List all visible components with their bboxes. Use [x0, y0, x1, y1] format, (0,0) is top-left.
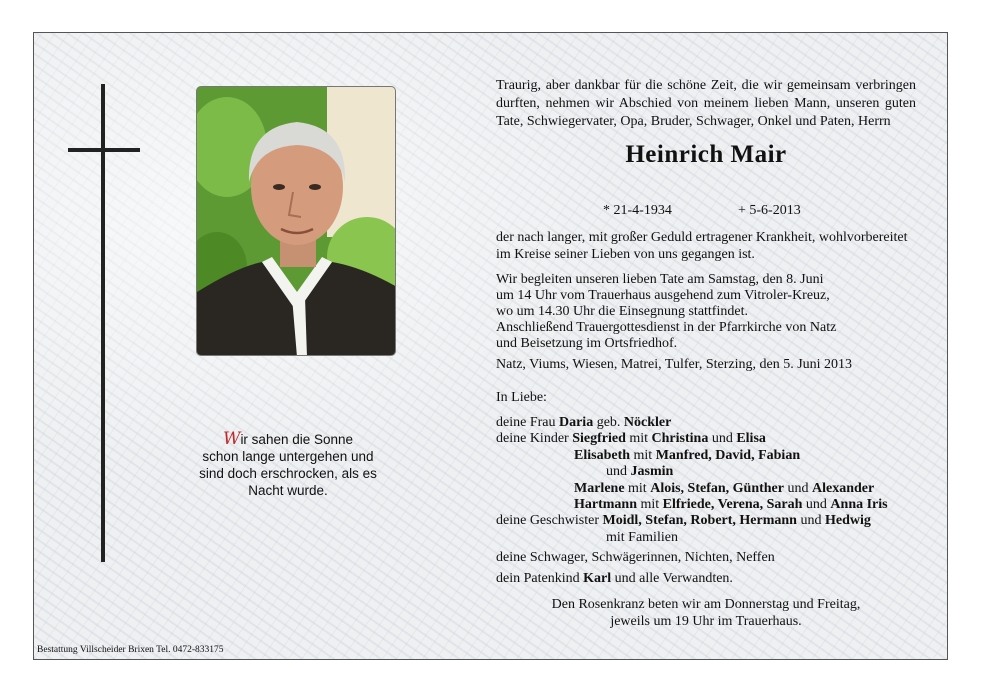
family-text: mit	[624, 480, 651, 496]
family-name: Nöckler	[623, 415, 672, 430]
family-text: deine Geschwister	[496, 513, 603, 529]
family-text: mit	[637, 497, 663, 513]
portrait-illustration	[197, 87, 396, 356]
family-name: Siegfried	[572, 431, 626, 447]
family-text: und	[708, 431, 737, 447]
cross-bar	[68, 148, 140, 152]
quote-line-2: schon lange untergehen und	[202, 449, 374, 464]
quote-line-3: sind doch erschrocken, als es	[199, 466, 377, 481]
rosary-line-1: Den Rosenkranz beten wir am Donnerstag und Freitag,	[551, 597, 861, 612]
family-text: geb.	[593, 415, 624, 430]
funeral-line-4: Anschließend Trauergottesdienst in der Pfarrkirche von Natz	[496, 320, 837, 335]
family-godchild	[496, 571, 926, 587]
family-name: Moidl, Stefan, Robert, Hermann	[602, 513, 797, 529]
family-name: Jasmin	[630, 464, 674, 480]
family-siblings	[496, 513, 926, 529]
family-list	[496, 415, 926, 587]
family-text: und	[802, 497, 831, 513]
portrait-photo	[196, 86, 396, 356]
family-name: Christina	[651, 431, 709, 447]
family-name: Anna Iris	[830, 497, 888, 513]
quote-initial: W	[222, 429, 241, 449]
family-text: dein Patenkind	[496, 570, 584, 586]
family-wife	[496, 415, 926, 431]
passing-text: der nach langer, mit großer Geduld ertragener Krankheit, wohlvorbereitet im Kreise seiner Lieben von uns gegangen ist.	[496, 230, 908, 262]
funeral-line-1: Wir begleiten unseren lieben Tate am Samstag, den 8. Juni	[496, 272, 824, 287]
family-name: Alois, Stefan, Günther	[650, 480, 784, 496]
family-text: mit	[630, 447, 656, 463]
family-name: Marlene	[574, 480, 625, 496]
rosary-notice	[496, 596, 916, 630]
family-children	[496, 431, 926, 447]
place-date: Natz, Viums, Wiesen, Matrei, Tulfer, Sterzing, den 5. Juni 2013	[496, 357, 853, 372]
cross-icon	[101, 84, 105, 562]
rosary-line-2: jeweils um 19 Uhr im Trauerhaus.	[610, 614, 802, 629]
family-text: deine Frau	[496, 415, 559, 430]
family-text: mit	[625, 431, 652, 447]
family-name: Manfred, David, Fabian	[655, 447, 801, 463]
family-marlene	[496, 481, 926, 497]
family-elisabeth	[496, 448, 926, 464]
memorial-quote	[198, 431, 378, 499]
family-name: Hedwig	[824, 513, 871, 529]
family-name: Elfriede, Verena, Sarah	[662, 497, 803, 513]
family-text: und alle Verwandten.	[611, 570, 733, 586]
family-text: und	[606, 464, 631, 480]
family-text: und	[784, 480, 812, 496]
funeral-line-2: um 14 Uhr vom Trauerhaus ausgehend zum Vitroler-Kreuz,	[496, 288, 830, 303]
intro-text: Traurig, aber dankbar für die schöne Zeit, die wir gemeinsam verbringen durften, nehmen wir Abschied von meinem lieben Mann, unseren guten Tate, Schwiegervater, Opa, Bruder, Schwager, Onkel und Paten, Herrn	[496, 78, 916, 129]
footer-undertaker: Bestattung Villscheider Brixen Tel. 0472-833175	[37, 645, 224, 655]
funeral-line-3: wo um 14.30 Uhr die Einsegnung stattfindet.	[496, 304, 748, 319]
quote-line-1: ir sahen die Sonne	[240, 432, 354, 447]
funeral-details	[496, 272, 916, 352]
family-text: deine Kinder	[496, 431, 573, 447]
family-name: Alexander	[812, 480, 875, 496]
family-siblings-families: mit Familien	[606, 529, 678, 545]
family-name: Daria	[558, 415, 594, 430]
family-name: Hartmann	[574, 497, 637, 513]
family-name: Elisabeth	[574, 447, 631, 463]
funeral-line-5: und Beisetzung im Ortsfriedhof.	[496, 336, 678, 351]
birth-date: * 21-4-1934	[603, 203, 672, 218]
family-name: Karl	[583, 570, 612, 586]
family-hartmann	[496, 497, 926, 513]
family-name: Elisa	[736, 431, 766, 447]
family-inlaws: deine Schwager, Schwägerinnen, Nichten, Neffen	[496, 550, 775, 566]
family-text: und	[796, 513, 825, 529]
deceased-name: Heinrich Mair	[625, 141, 787, 168]
quote-line-4: Nacht wurde.	[248, 483, 328, 498]
death-date: + 5-6-2013	[738, 203, 801, 218]
in-liebe: In Liebe:	[496, 390, 547, 405]
family-jasmin	[496, 464, 926, 480]
